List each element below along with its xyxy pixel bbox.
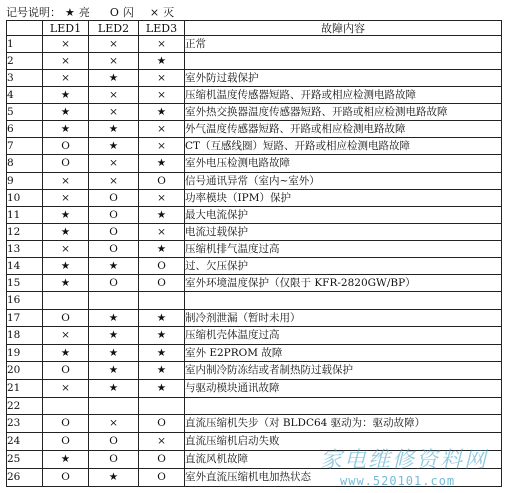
table-row — [7, 398, 502, 415]
led3-state: ★ — [139, 327, 185, 345]
table-row — [7, 173, 502, 190]
led1-state: ★ — [43, 345, 89, 362]
watermark-text: 家电维修资料网 — [320, 448, 489, 473]
led1-state: O — [43, 138, 89, 155]
fault-description: 室外热交换器温度传感器短路、开路或相应检测电路故障 — [185, 104, 502, 121]
led1-state: ★ — [43, 224, 89, 241]
led2-state: ★ — [89, 138, 139, 155]
led2-state — [89, 398, 139, 415]
led2-state: O — [89, 190, 139, 207]
led1-state: × — [43, 327, 89, 345]
led1-state: O — [43, 415, 89, 433]
led3-state: ★ — [139, 53, 185, 70]
legend-symbol-flash: O — [109, 6, 119, 19]
header-number — [7, 21, 43, 36]
row-number: 2 — [7, 53, 43, 70]
led2-state: × — [89, 36, 139, 53]
legend-symbol-on: ★ — [65, 6, 75, 19]
row-number: 5 — [7, 104, 43, 121]
table-row — [7, 53, 502, 70]
fault-description: 压缩机温度传感器短路、开路或相应检测电路故障 — [185, 87, 502, 104]
header-led3: LED3 — [139, 21, 185, 36]
row-number: 14 — [7, 258, 43, 275]
table-row — [7, 327, 502, 345]
led3-state: O — [139, 451, 185, 469]
row-number: 24 — [7, 433, 43, 451]
led1-state: O — [43, 469, 89, 487]
fault-description: 直流压缩机失步（对 BLDC64 驱动为：驱动故障） — [185, 415, 502, 433]
led1-state: ★ — [43, 275, 89, 292]
led1-state: ★ — [43, 121, 89, 138]
led1-state — [43, 398, 89, 415]
table-row — [7, 345, 502, 362]
fault-description: 外气温度传感器短路、开路或相应检测电路故障 — [185, 121, 502, 138]
led3-state: ★ — [139, 155, 185, 173]
fault-description: 室外防过载保护 — [185, 70, 502, 87]
led2-state: ★ — [89, 345, 139, 362]
led1-state: ★ — [43, 87, 89, 104]
fault-description: 功率模块（IPM）保护 — [185, 190, 502, 207]
led1-state: ★ — [43, 104, 89, 121]
fault-description: 直流压缩机启动失败 — [185, 433, 502, 451]
fault-description: 室内制冷防冻结或者制热防过载保护 — [185, 362, 502, 380]
led3-state: × — [139, 190, 185, 207]
table-row — [7, 104, 502, 121]
fault-description: 正常 — [185, 36, 502, 53]
table-row — [7, 121, 502, 138]
row-number: 18 — [7, 327, 43, 345]
led2-state: ★ — [89, 380, 139, 398]
row-number: 6 — [7, 121, 43, 138]
row-number: 20 — [7, 362, 43, 380]
led3-state: ★ — [139, 380, 185, 398]
led1-state: × — [43, 190, 89, 207]
header-led1: LED1 — [43, 21, 89, 36]
fault-description: 过、欠压保护 — [185, 258, 502, 275]
fault-description: 最大电流保护 — [185, 207, 502, 224]
led2-state: ★ — [89, 327, 139, 345]
led2-state: ★ — [89, 362, 139, 380]
fault-description: 电流过载保护 — [185, 224, 502, 241]
led3-state: × — [139, 433, 185, 451]
led3-state: × — [139, 87, 185, 104]
led3-state: ★ — [139, 104, 185, 121]
table-row — [7, 190, 502, 207]
led2-state: ★ — [89, 70, 139, 87]
row-number: 21 — [7, 380, 43, 398]
fault-description: 信号通讯异常（室内~室外） — [185, 173, 502, 190]
row-number: 22 — [7, 398, 43, 415]
row-number: 11 — [7, 207, 43, 224]
row-number: 16 — [7, 292, 43, 310]
led2-state: O — [89, 207, 139, 224]
table-row — [7, 258, 502, 275]
fault-description: 直流风机故障 — [185, 451, 502, 469]
row-number: 15 — [7, 275, 43, 292]
table-row — [7, 87, 502, 104]
fault-description: 室外环境温度保护（仅限于 KFR-2820GW/BP） — [185, 275, 502, 292]
led3-state: O — [139, 173, 185, 190]
led1-state — [43, 292, 89, 310]
led2-state: × — [89, 104, 139, 121]
table-row — [7, 415, 502, 433]
row-number: 12 — [7, 224, 43, 241]
led3-state: O — [139, 258, 185, 275]
led1-state: O — [43, 433, 89, 451]
header-led2: LED2 — [89, 21, 139, 36]
led2-state: O — [89, 241, 139, 258]
led1-state: × — [43, 53, 89, 70]
led3-state: O — [139, 415, 185, 433]
led3-state: × — [139, 36, 185, 53]
led2-state: O — [89, 451, 139, 469]
legend-symbol-off: × — [149, 6, 160, 19]
table-row — [7, 70, 502, 87]
led3-state: O — [139, 469, 185, 487]
legend-meaning-flash: 闪 — [122, 6, 134, 19]
fault-description — [185, 53, 502, 70]
led2-state: ★ — [89, 310, 139, 327]
led3-state: × — [139, 138, 185, 155]
fault-description — [185, 292, 502, 310]
led2-state — [89, 292, 139, 310]
led3-state: × — [139, 224, 185, 241]
led1-state: × — [43, 241, 89, 258]
fault-description — [185, 398, 502, 415]
table-row — [7, 224, 502, 241]
fault-description: 室外电压检测电路故障 — [185, 155, 502, 173]
led3-state: ★ — [139, 310, 185, 327]
fault-description: 制冷剂泄漏（暂时未用） — [185, 310, 502, 327]
legend-title: 记号说明： — [6, 6, 61, 19]
led2-state: ★ — [89, 258, 139, 275]
table-row — [7, 155, 502, 173]
led2-state: × — [89, 87, 139, 104]
led2-state: O — [89, 275, 139, 292]
row-number: 26 — [7, 469, 43, 487]
led2-state: O — [89, 224, 139, 241]
table-row — [7, 310, 502, 327]
header-fault-content: 故障内容 — [185, 21, 502, 36]
fault-description: 与驱动模块通讯故障 — [185, 380, 502, 398]
row-number: 3 — [7, 70, 43, 87]
fault-description: 室外直流压缩机电加热状态 — [185, 469, 502, 487]
row-number: 1 — [7, 36, 43, 53]
led1-state: ★ — [43, 258, 89, 275]
led3-state: ★ — [139, 241, 185, 258]
led1-state: ★ — [43, 451, 89, 469]
led1-state: ★ — [43, 207, 89, 224]
table-row — [7, 362, 502, 380]
watermark-url: www.520101.com — [340, 474, 456, 488]
led1-state: × — [43, 70, 89, 87]
table-row — [7, 207, 502, 224]
table-body — [7, 36, 502, 487]
led2-state: × — [89, 53, 139, 70]
row-number: 13 — [7, 241, 43, 258]
row-number: 7 — [7, 138, 43, 155]
led2-state: × — [89, 415, 139, 433]
led1-state: O — [43, 155, 89, 173]
fault-description: 压缩机排气温度过高 — [185, 241, 502, 258]
table-row — [7, 138, 502, 155]
led3-state — [139, 292, 185, 310]
led3-state: O — [139, 275, 185, 292]
row-number: 4 — [7, 87, 43, 104]
led3-state: × — [139, 121, 185, 138]
legend-meaning-off: 灭 — [163, 6, 175, 19]
led3-state — [139, 398, 185, 415]
row-number: 19 — [7, 345, 43, 362]
legend — [6, 4, 178, 20]
table-row — [7, 275, 502, 292]
fault-description: 压缩机壳体温度过高 — [185, 327, 502, 345]
led3-state: ★ — [139, 345, 185, 362]
led2-state: ★ — [89, 121, 139, 138]
fault-code-table — [6, 20, 502, 487]
table-row — [7, 241, 502, 258]
led1-state: × — [43, 380, 89, 398]
led3-state: ★ — [139, 207, 185, 224]
led3-state: ★ — [139, 362, 185, 380]
row-number: 25 — [7, 451, 43, 469]
row-number: 17 — [7, 310, 43, 327]
table-row — [7, 380, 502, 398]
led1-state: O — [43, 362, 89, 380]
led2-state: ★ — [89, 469, 139, 487]
led2-state: × — [89, 155, 139, 173]
led1-state: × — [43, 36, 89, 53]
led1-state: O — [43, 310, 89, 327]
legend-meaning-on: 亮 — [78, 6, 90, 19]
led2-state: × — [89, 173, 139, 190]
fault-description: CT（互感线圈）短路、开路或相应检测电路故障 — [185, 138, 502, 155]
fault-description: 室外 E2PROM 故障 — [185, 345, 502, 362]
table-row — [7, 36, 502, 53]
led3-state: × — [139, 70, 185, 87]
row-number: 23 — [7, 415, 43, 433]
row-number: 10 — [7, 190, 43, 207]
table-row — [7, 292, 502, 310]
row-number: 9 — [7, 173, 43, 190]
led2-state: O — [89, 433, 139, 451]
led1-state: × — [43, 173, 89, 190]
table-header-row — [7, 21, 502, 36]
row-number: 8 — [7, 155, 43, 173]
